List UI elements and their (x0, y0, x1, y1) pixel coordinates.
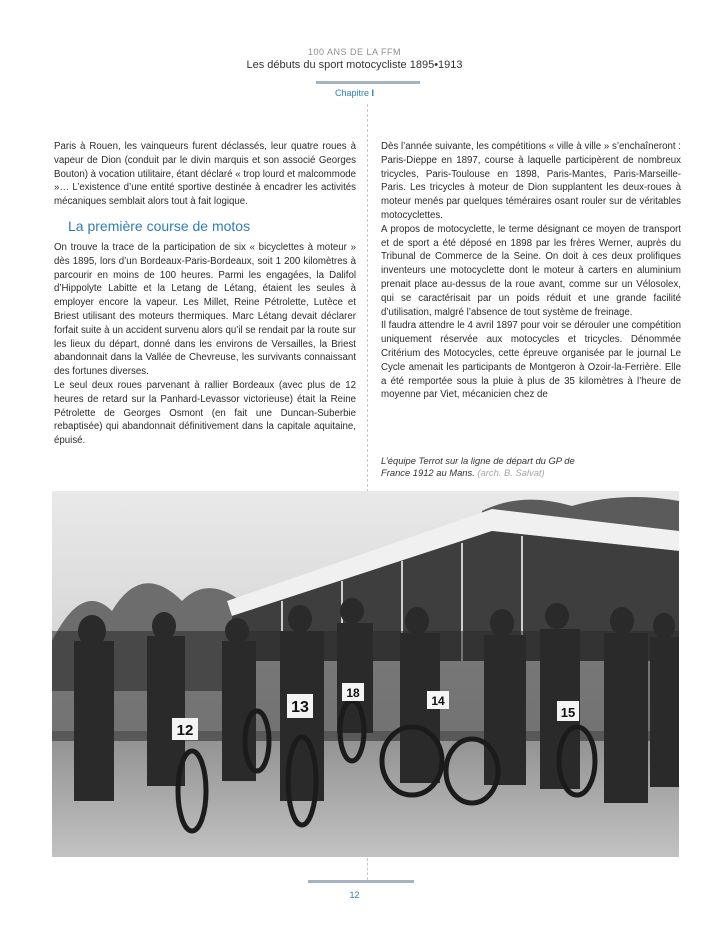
plate-number-13: 13 (291, 699, 309, 716)
right-paragraph-1: Dès l’année suivante, les compétitions « ville à ville » s’enchaîneront : Paris-Dieppe en 1897, course à laquelle participèrent de nombreux tricycles, Paris-Toulouse en 1898, Paris-Mantes, Paris-Marseille-Paris. Les tricycles à moteur de Dion supplantent les deux-roues à moteur menés par quelques téméraires osant rouler sur de véritables motocyclettes. (381, 141, 681, 221)
chapter-numeral: I (371, 88, 375, 98)
footer-rule (308, 880, 414, 883)
left-paragraph-3: Le seul deux roues parvenant à rallier Bordeaux (avec plus de 12 heures de retard sur la Panhard-Levassor victorieuse) était la Reine Pétrolette de Georges Osmont (en fait une Duncan-Suberbie rebaptisée) qui abandonnait définitivement dans la capitale aquitaine, épuisé. (54, 379, 356, 447)
column-divider (367, 104, 368, 492)
chapter-label (0, 88, 709, 98)
plate-number-12: 12 (176, 722, 194, 739)
left-column (54, 140, 356, 448)
historic-photo (52, 491, 679, 857)
plate-number-18: 18 (346, 686, 360, 700)
left-paragraph-2: On trouve la trace de la participation de six « bicyclettes à moteur » dès 1895, lors d’un Bordeaux-Paris-Bordeaux, soit 1 200 kilomètres à parcourir en moins de 100 heures. Parmi les engagées, la Dalifol d’Hippolyte Labitte et la Letang de Létang, étaient les seules à employer encore la vapeur. Les Millet, Reine Pétrolette, Lutèce et Briest utilisant des moteurs thermiques. Marc Létang devait déclarer forfait suite à un accident survenu alors qu’il se rendait par la route sur les lieux du départ, donné dans les environs de Versailles, la Briest abandonnait dans la Vallée de Chevreuse, les survivants connaissant des fortunes diverses. (54, 241, 356, 378)
header-rule (316, 81, 420, 84)
plate-number-14: 14 (431, 694, 445, 708)
photo-caption (381, 455, 601, 479)
left-paragraph-1: Paris à Rouen, les vainqueurs furent déclassés, leur quatre roues à vapeur de Dion (conduit par le divin marquis et son associé Georges Bouton) à vocation utilitaire, étant déclaré « trop lourd et malcommode »… L’existence d’une entité sportive destinée à encadrer les activités mécaniques semblait alors tout à fait logique. (54, 141, 356, 208)
right-paragraph-2: A propos de motocyclette, le terme désignant ce moyen de transport et de sport a été déposé en 1898 par les frères Werner, auprès du Tribunal de Commerce de la Seine. On doit à ces deux prolifiques inventeurs une motocyclette dont le moteur à carters en aluminium prenait place au-dessus de la roue avant, comme sur un Vélosolex, qui se caractérisait par un poids réduit et une grande facilité d’utilisation, malgré l’absence de tout système de freinage. (381, 223, 681, 318)
caption-credit: (arch. B. Salvat) (477, 467, 545, 478)
page-number: 12 (349, 890, 360, 900)
footer-divider (367, 858, 368, 880)
right-paragraph-3: Il faudra attendre le 4 avril 1897 pour voir se dérouler une compétition uniquement réservée aux motocycles et tricycles. Dénommée Critérium des Motocycles, cette épreuve organisée par le journal Le Cycle amenait les participants de Montgeron à Ozoir-la-Ferrière. Elle a été remportée sous la pluie à plus de 35 kilomètres à l’heure de moyenne par Viet, mécanicien chez de (381, 320, 681, 401)
header-subtitle: Les débuts du sport motocycliste 1895•1913 (246, 59, 463, 71)
section-title: La première course de motos (68, 217, 251, 234)
header-publication-title: 100 ANS DE LA FFM (307, 47, 402, 57)
photo-illustration (52, 491, 679, 857)
caption-text: L’équipe Terrot sur la ligne de départ du GP de France 1912 au Mans. (381, 455, 575, 478)
running-header (0, 46, 709, 73)
chapter-text: Chapitre (334, 88, 369, 98)
right-column (381, 140, 681, 402)
plate-number-15: 15 (560, 705, 576, 720)
